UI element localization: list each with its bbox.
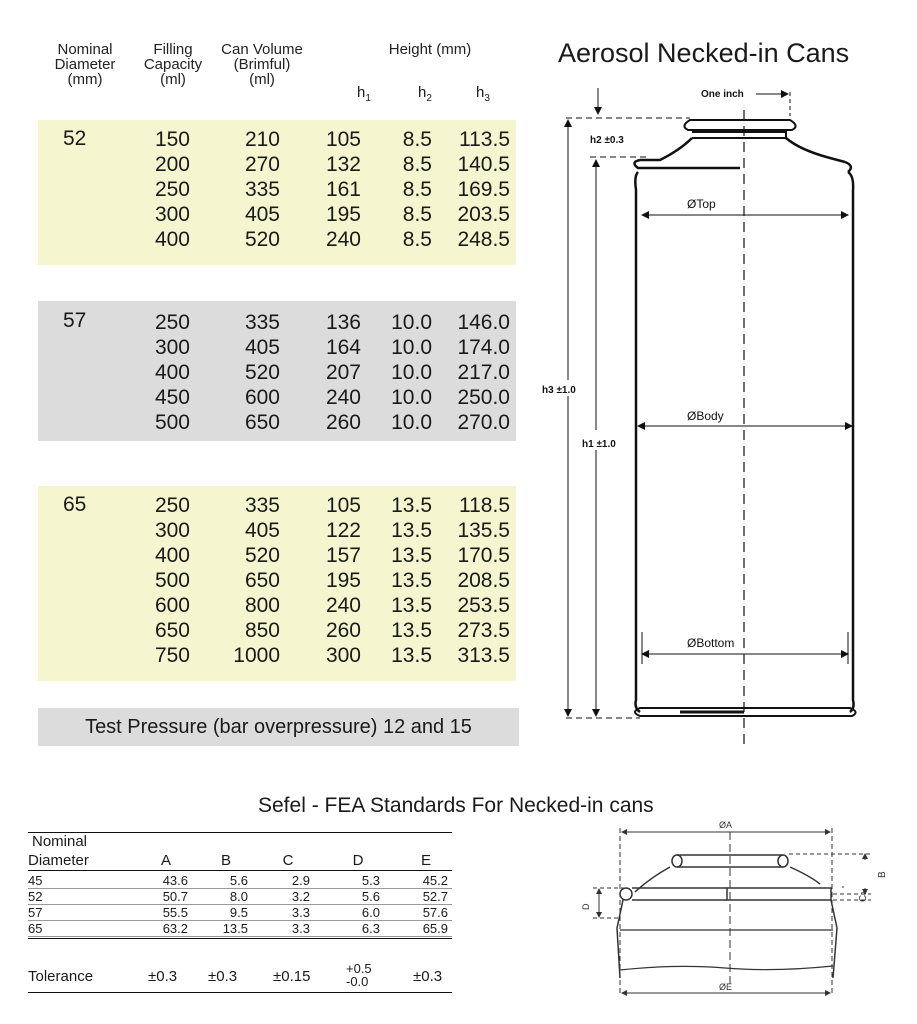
- sefel-cell-b: 5.6: [229, 873, 248, 888]
- bottom-diameter-label: ØBottom: [687, 636, 735, 650]
- sefel-cell-a: 50.7: [162, 889, 188, 904]
- sefel-title: Sefel - FEA Standards For Necked-in cans: [258, 794, 654, 817]
- group-57-diameter: 57: [63, 309, 87, 332]
- sefel-cell-d: 5.6: [361, 889, 380, 904]
- h2-cell: 13.5: [391, 619, 432, 642]
- filling-capacity-cell: 300: [154, 336, 190, 359]
- sefel-cell-c: 3.2: [291, 889, 310, 904]
- data-row: [0, 202, 510, 227]
- dim-e-label: ØE: [719, 982, 733, 992]
- header-can-volume: [210, 42, 314, 87]
- test-pressure-text: Test Pressure (bar overpressure) 12 and 15: [85, 716, 472, 738]
- h-sub: 1: [365, 93, 371, 104]
- test-pressure-bar: [38, 708, 519, 746]
- can-volume-cell: 405: [244, 336, 280, 359]
- sefel-cell-b: 9.5: [229, 905, 248, 920]
- h3-cell: 140.5: [457, 153, 510, 176]
- aerosol-can-diagram: [530, 80, 890, 760]
- h3-cell: 169.5: [457, 178, 510, 201]
- h1-cell: 132: [325, 153, 361, 176]
- h1-cell: 105: [325, 494, 361, 517]
- filling-capacity-cell: 400: [154, 361, 190, 384]
- neck-diagram: [575, 818, 895, 998]
- filling-capacity-cell: 750: [154, 644, 190, 667]
- can-volume-cell: 650: [244, 569, 280, 592]
- h3-cell: 170.5: [457, 544, 510, 567]
- sefel-table: [28, 828, 452, 996]
- data-row: [0, 543, 510, 568]
- header-line: (mm): [67, 71, 103, 88]
- filling-capacity-cell: 650: [154, 619, 190, 642]
- sefel-row-diameter: 45: [28, 873, 43, 888]
- sefel-header-bottom-rule: [28, 870, 452, 871]
- can-volume-cell: 335: [244, 311, 280, 334]
- filling-capacity-cell: 600: [154, 594, 190, 617]
- sefel-cell-d: 6.3: [361, 921, 380, 936]
- h1-cell: 136: [325, 311, 361, 334]
- header-line: Filling: [153, 41, 193, 58]
- filling-capacity-cell: 500: [154, 411, 190, 434]
- h2-label: h2 ±0.3: [590, 135, 624, 146]
- top-diameter-label: ØTop: [687, 197, 716, 211]
- h1-cell: 300: [325, 644, 361, 667]
- sefel-col-d: D: [352, 852, 364, 869]
- sefel-cell-d: 5.3: [361, 873, 380, 888]
- dim-c-letter: C: [858, 894, 869, 902]
- data-row: [0, 127, 510, 152]
- h1-cell: 240: [325, 386, 361, 409]
- h3-cell: 118.5: [459, 494, 510, 517]
- header-line: (ml): [160, 71, 186, 88]
- sefel-row-diameter: 52: [28, 889, 43, 904]
- sefel-cell-e: 65.9: [422, 921, 448, 936]
- main-title: Aerosol Necked-in Cans: [558, 38, 850, 68]
- can-volume-cell: 1000: [233, 644, 280, 667]
- one-inch-label: One inch: [701, 89, 744, 100]
- filling-capacity-cell: 250: [154, 311, 190, 334]
- h2-cell: 13.5: [391, 519, 432, 542]
- dim-d-label: D: [581, 903, 591, 910]
- data-row: [0, 227, 510, 252]
- sefel-col-c: C: [282, 852, 294, 869]
- sefel-col-a: A: [160, 852, 171, 869]
- header-nominal-diameter: [40, 42, 130, 87]
- h1-cell: 105: [325, 128, 361, 151]
- h1-cell: 195: [325, 203, 361, 226]
- filling-capacity-cell: 400: [154, 544, 190, 567]
- filling-capacity-cell: 450: [154, 386, 190, 409]
- h1-cell: 260: [325, 619, 361, 642]
- tolerance-a: ±0.3: [148, 968, 178, 985]
- tolerance-d-bottom: -0.0: [346, 974, 369, 989]
- dim-a-label: ØA: [719, 820, 733, 830]
- sefel-cell-c: 3.3: [291, 905, 310, 920]
- filling-capacity-cell: 250: [154, 494, 190, 517]
- header-h2: [418, 84, 432, 104]
- can-volume-cell: 520: [244, 544, 280, 567]
- can-volume-cell: 800: [244, 594, 280, 617]
- h3-cell: 270.0: [457, 411, 510, 434]
- header-line: Capacity: [143, 56, 203, 73]
- can-volume-cell: 405: [244, 203, 280, 226]
- h3-cell: 203.5: [457, 203, 510, 226]
- h-letter: h: [357, 84, 366, 101]
- data-row: [0, 643, 510, 668]
- sefel-cell-a: 63.2: [162, 921, 188, 936]
- h3-cell: 273.5: [457, 619, 510, 642]
- sefel-cell-a: 55.5: [162, 905, 188, 920]
- sefel-cell-d: 6.0: [361, 905, 380, 920]
- filling-capacity-cell: 400: [154, 228, 190, 251]
- can-volume-cell: 210: [244, 128, 280, 151]
- can-volume-cell: 270: [244, 153, 280, 176]
- dim-c-sub: 1: [861, 890, 868, 895]
- data-row: [0, 310, 510, 335]
- h1-cell: 207: [325, 361, 361, 384]
- h1-cell: 240: [325, 594, 361, 617]
- tolerance-label: Tolerance: [28, 968, 94, 985]
- header-line: (Brimful): [233, 56, 291, 73]
- filling-capacity-cell: 150: [154, 128, 190, 151]
- h2-cell: 13.5: [391, 644, 432, 667]
- h1-cell: 195: [325, 569, 361, 592]
- h2-cell: 8.5: [402, 153, 432, 176]
- h1-cell: 122: [325, 519, 361, 542]
- sefel-tolerance-rule: [28, 992, 452, 993]
- h3-cell: 217.0: [457, 361, 510, 384]
- sefel-header-nominal: Nominal: [32, 833, 88, 850]
- h2-cell: 8.5: [402, 178, 432, 201]
- sefel-col-e: E: [420, 852, 431, 869]
- data-row: [0, 493, 510, 518]
- h3-cell: 250.0: [457, 386, 510, 409]
- h1-cell: 161: [325, 178, 361, 201]
- sefel-cell-a: 43.6: [162, 873, 188, 888]
- data-row: [0, 360, 510, 385]
- sefel-header-diameter: Diameter: [28, 852, 89, 869]
- sefel-row-rule: [28, 936, 452, 937]
- h3-cell: 208.5: [457, 569, 510, 592]
- can-volume-cell: 520: [244, 228, 280, 251]
- filling-capacity-cell: 300: [154, 203, 190, 226]
- data-row: [0, 152, 510, 177]
- dim-b-label: B: [877, 871, 888, 878]
- can-volume-cell: 335: [244, 178, 280, 201]
- tolerance-b: ±0.3: [208, 968, 238, 985]
- header-line: (ml): [249, 71, 275, 88]
- tolerance-c: ±0.15: [273, 968, 311, 985]
- can-volume-cell: 850: [244, 619, 280, 642]
- sefel-header-top-rule: [28, 832, 452, 833]
- sefel-cell-c: 3.3: [291, 921, 310, 936]
- h2-cell: 13.5: [391, 594, 432, 617]
- can-volume-cell: 335: [244, 494, 280, 517]
- h2-cell: 10.0: [391, 311, 432, 334]
- body-diameter-label: ØBody: [687, 409, 724, 423]
- h-sub: 3: [484, 93, 490, 104]
- header-h1: [357, 84, 371, 104]
- sefel-cell-e: 45.2: [422, 873, 448, 888]
- sefel-col-b: B: [220, 852, 231, 869]
- header-h3: [476, 84, 490, 104]
- h2-cell: 8.5: [402, 128, 432, 151]
- data-row: [0, 568, 510, 593]
- group-65-diameter: 65: [63, 493, 87, 516]
- tolerance-e: ±0.3: [413, 968, 443, 985]
- h-letter: h: [418, 84, 427, 101]
- header-line: Nominal: [57, 41, 113, 58]
- header-line: Diameter: [54, 56, 116, 73]
- data-row: [0, 593, 510, 618]
- h3-cell: 146.0: [457, 311, 510, 334]
- header-filling-capacity: [130, 42, 216, 87]
- sefel-table-bottom-rule: [28, 938, 452, 939]
- filling-capacity-cell: 200: [154, 153, 190, 176]
- h2-cell: 10.0: [391, 361, 432, 384]
- h2-cell: 10.0: [391, 411, 432, 434]
- header-line: Can Volume: [221, 41, 303, 58]
- h2-cell: 10.0: [391, 386, 432, 409]
- data-row: [0, 335, 510, 360]
- sefel-row-diameter: 57: [28, 905, 43, 920]
- can-volume-cell: 405: [244, 519, 280, 542]
- h3-cell: 135.5: [457, 519, 510, 542]
- can-volume-cell: 600: [244, 386, 280, 409]
- sefel-cell-c: 2.9: [291, 873, 310, 888]
- h3-cell: 113.5: [459, 128, 510, 151]
- h2-cell: 13.5: [391, 544, 432, 567]
- data-row: [0, 618, 510, 643]
- h2-cell: 8.5: [402, 228, 432, 251]
- h1-cell: 240: [325, 228, 361, 251]
- h3-cell: 313.5: [457, 644, 510, 667]
- can-volume-cell: 650: [244, 411, 280, 434]
- data-row: [0, 518, 510, 543]
- dim-c-label: [858, 891, 869, 902]
- h3-cell: 253.5: [457, 594, 510, 617]
- data-row: [0, 385, 510, 410]
- data-row: [0, 177, 510, 202]
- data-row: [0, 410, 510, 435]
- h2-cell: 13.5: [391, 494, 432, 517]
- h3-label: h3 ±1.0: [542, 385, 576, 396]
- h1-cell: 260: [325, 411, 361, 434]
- h1-label: h1 ±1.0: [582, 439, 616, 450]
- header-height: Height (mm): [388, 41, 472, 58]
- h2-cell: 10.0: [391, 336, 432, 359]
- tolerance-d-top: +0.5: [346, 961, 372, 976]
- h-sub: 2: [426, 93, 432, 104]
- h3-cell: 248.5: [457, 228, 510, 251]
- h2-cell: 8.5: [402, 203, 432, 226]
- h-letter: h: [476, 84, 485, 101]
- filling-capacity-cell: 500: [154, 569, 190, 592]
- filling-capacity-cell: 300: [154, 519, 190, 542]
- can-volume-cell: 520: [244, 361, 280, 384]
- sefel-cell-e: 57.6: [422, 905, 448, 920]
- group-52-diameter: 52: [63, 127, 87, 150]
- sefel-row-diameter: 65: [28, 921, 43, 936]
- sefel-cell-b: 8.0: [229, 889, 248, 904]
- h2-cell: 13.5: [391, 569, 432, 592]
- sefel-cell-e: 52.7: [422, 889, 448, 904]
- sefel-cell-b: 13.5: [222, 921, 248, 936]
- tolerance-d: [346, 962, 372, 988]
- filling-capacity-cell: 250: [154, 178, 190, 201]
- h1-cell: 157: [325, 544, 361, 567]
- h1-cell: 164: [325, 336, 361, 359]
- h3-cell: 174.0: [457, 336, 510, 359]
